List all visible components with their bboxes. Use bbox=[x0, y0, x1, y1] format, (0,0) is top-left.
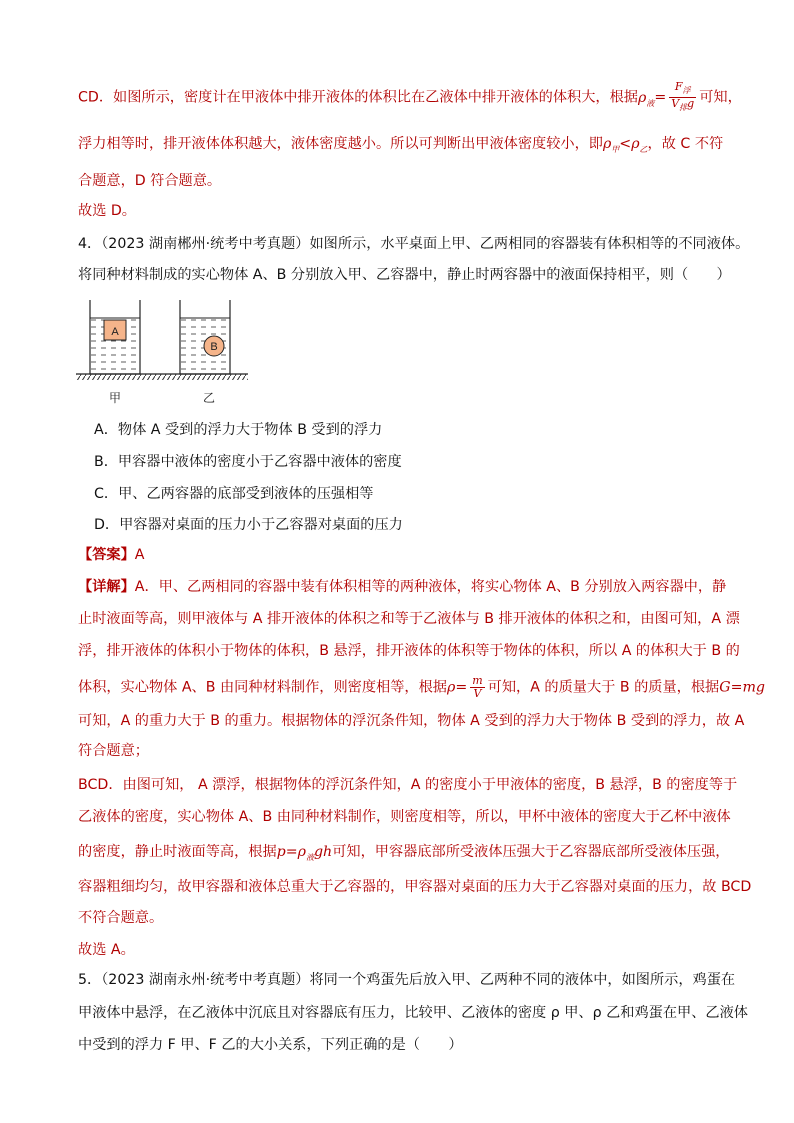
option-a: A．物体 A 受到的浮力大于物体 B 受到的浮力 bbox=[94, 422, 383, 438]
question-5-stem: 甲液体中悬浮，在乙液体中沉底且对容器底有压力，比较甲、乙液体的密度 ρ 甲、ρ 乙和鸡蛋在甲、乙液体 bbox=[78, 1005, 748, 1021]
formula-fraction: $\frac{F_浮}{V_排g}$ bbox=[671, 80, 695, 113]
explanation-line: 乙液体的密度，实心物体 A、B 由同种材料制作，则密度相等，所以，甲杯中液体的密度大于乙杯中液体 bbox=[78, 809, 731, 825]
explanation-line: 不符合题意。 bbox=[78, 910, 164, 926]
solution-text: 浮力相等时，排开液体体积越大，液体密度越小。所以可判断出甲液体密度较小，即 bbox=[78, 136, 603, 152]
explanation-text: 可知，A 的质量大于 B 的质量，根据 bbox=[487, 679, 720, 696]
solution-text: 可知， bbox=[699, 89, 742, 106]
label-jia: 甲 bbox=[108, 391, 122, 405]
explanation-text: 可知，甲容器底部所受液体压强大于乙容器底部所受液体压强， bbox=[332, 844, 730, 860]
svg-text:B: B bbox=[210, 341, 218, 353]
question-4-stem: 4．（2023 湖南郴州·统考中考真题）如图所示，水平桌面上甲、乙两相同的容器装有体积相等的不同液体。 bbox=[78, 236, 750, 252]
question-5-stem: 中受到的浮力 F 甲、F 乙的大小关系，下列正确的是（ ） bbox=[78, 1037, 463, 1053]
question-4-stem: 将同种材料制成的实心物体 A、B 分别放入甲、乙容器中，静止时两容器中的液面保持相平，则（ ） bbox=[78, 267, 731, 283]
option-d: D．甲容器对桌面的压力小于乙容器对桌面的压力 bbox=[94, 517, 403, 533]
formula-eq: = bbox=[455, 679, 468, 696]
table-surface bbox=[76, 374, 248, 380]
explanation-line bbox=[78, 842, 728, 868]
explanation-line: 止时液面等高，则甲液体与 A 排开液体的体积之和等于乙液体与 B 排开液体的体积之和，由图可知，A 漂 bbox=[78, 611, 740, 627]
solution-choice: 故选 D。 bbox=[78, 203, 136, 219]
object-b bbox=[204, 336, 224, 356]
explanation-line bbox=[78, 674, 766, 700]
question-4-figure bbox=[70, 296, 250, 408]
formula-rho: ρ bbox=[446, 679, 456, 696]
option-c: C．甲、乙两容器的底部受到液体的压强相等 bbox=[94, 486, 374, 502]
svg-text:A: A bbox=[111, 326, 119, 338]
explanation-line bbox=[78, 577, 728, 597]
solution-text: ，故 C 不符 bbox=[647, 136, 724, 152]
option-b: B．甲容器中液体的密度小于乙容器中液体的密度 bbox=[94, 454, 402, 470]
explanation-line: 可知，A 的重力大于 B 的重力。根据物体的浮沉条件知，物体 A 受到的浮力大于物体 B 受到的浮力，故 A bbox=[78, 713, 745, 729]
explanation-text: A．甲、乙两相同的容器中装有体积相等的两种液体，将实心物体 A、B 分别放入两容器中，静 bbox=[134, 579, 727, 595]
explanation-text: 的密度，静止时液面等高，根据 bbox=[78, 844, 277, 860]
answer-label: 【答案】 bbox=[78, 547, 135, 563]
solution-text: CD．如图所示，密度计在甲液体中排开液体的体积比在乙液体中排开液体的体积大，根据 bbox=[78, 89, 638, 106]
label-yi: 乙 bbox=[202, 391, 216, 405]
solution-line bbox=[78, 134, 728, 160]
formula-rho: $\rho_液$ bbox=[637, 89, 655, 108]
explanation-line: 容器粗细均匀，故甲容器和液体总重大于乙容器的，甲容器对桌面的压力大于乙容器对桌面的压力，故 BCD bbox=[78, 879, 752, 895]
formula-fraction: $\frac{m}{V}$ bbox=[472, 674, 483, 700]
solution-line: 合题意，D 符合题意。 bbox=[78, 173, 222, 189]
solution-cd-line bbox=[78, 80, 742, 114]
formula-pressure: $p=\rho_液gh$ bbox=[276, 844, 333, 862]
question-5-stem: 5．（2023 湖南永州·统考中考真题）将同一个鸡蛋先后放入甲、乙两种不同的液体中，如图所示，鸡蛋在 bbox=[78, 972, 736, 988]
container-yi bbox=[180, 300, 230, 374]
answer-line bbox=[78, 545, 728, 565]
explanation-label: 【详解】 bbox=[78, 579, 135, 595]
formula-lt: < bbox=[619, 136, 632, 152]
formula-g: G=mg bbox=[719, 679, 766, 696]
explanation-line: 符合题意； bbox=[78, 743, 149, 759]
explanation-line: BCD．由图可知， A 漂浮，根据物体的浮沉条件知，A 的密度小于甲液体的密度，B 悬浮，B 的密度等于 bbox=[78, 777, 738, 793]
object-a bbox=[104, 320, 126, 340]
explanation-line: 浮，排开液体的体积小于物体的体积，B 悬浮，排开液体的体积等于物体的体积，所以 A 的体积大于 B 的 bbox=[78, 643, 740, 659]
answer-value: A bbox=[134, 547, 145, 563]
formula-eq: = bbox=[654, 89, 667, 106]
explanation-choice: 故选 A。 bbox=[78, 942, 135, 958]
formula-rho-jia: $\rho_甲$ bbox=[602, 136, 620, 154]
formula-rho-yi: $\rho_乙$ bbox=[631, 136, 648, 154]
explanation-text: 体积，实心物体 A、B 由同种材料制作，则密度相等，根据 bbox=[78, 679, 447, 696]
